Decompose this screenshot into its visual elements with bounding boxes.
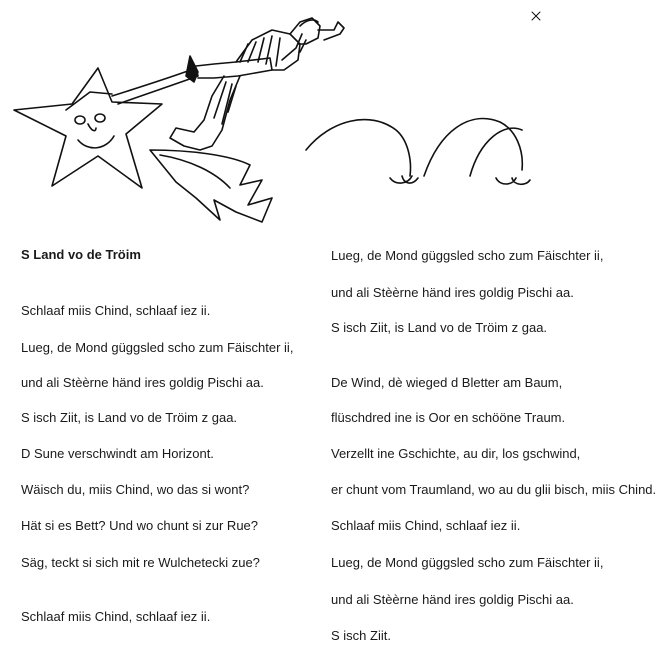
poem-line: und ali Stèèrne händ ires goldig Pischi aa.	[331, 592, 574, 607]
poem-line: D Sune verschwindt am Horizont.	[21, 446, 214, 461]
poem-line: Lueg, de Mond güggsled scho zum Fäischter ii,	[21, 340, 294, 355]
poem-line: S isch Ziit, is Land vo de Tröim z gaa.	[21, 410, 238, 425]
poem-line: S isch Ziit, is Land vo de Tröim z gaa.	[331, 320, 548, 335]
poem-line: Schlaaf miis Chind, schlaaf iez ii.	[21, 609, 211, 624]
poem-line: S isch Ziit.	[331, 628, 391, 643]
poem-line: Lueg, de Mond güggsled scho zum Fäischter ii,	[331, 248, 604, 263]
poem-line: flüschdred ine is Oor en schööne Traum.	[331, 410, 566, 425]
poem-line: Schlaaf miis Chind, schlaaf iez ii.	[21, 303, 211, 318]
poem-line: De Wind, dè wieged d Bletter am Baum,	[331, 375, 563, 390]
poem-line: er chunt vom Traumland, wo au du glii bisch, miis Chind.	[331, 482, 657, 497]
poem-line: Hät si es Bett? Und wo chunt si zur Rue?	[21, 518, 259, 533]
child-figure	[112, 18, 344, 150]
poem-line: Verzellt ine Gschichte, au dir, los gschwind,	[331, 446, 581, 461]
bounce-arcs	[306, 12, 540, 184]
poem-line: Wäisch du, miis Chind, wo das si wont?	[21, 482, 250, 497]
poem-title: S Land vo de Tröim	[21, 247, 141, 262]
star-face	[14, 68, 162, 188]
poem-line: Lueg, de Mond güggsled scho zum Fäischter ii,	[331, 555, 604, 570]
poem-line: Schlaaf miis Chind, schlaaf iez ii.	[331, 518, 521, 533]
poem-line: Säg, teckt si sich mit re Wulchetecki zue?	[21, 555, 260, 570]
comet-tail	[150, 150, 272, 222]
illustration	[0, 0, 667, 235]
poem-line: und ali Stèèrne händ ires goldig Pischi aa.	[21, 375, 264, 390]
shooting-star-illustration	[0, 0, 667, 235]
poem-line: und ali Stèèrne händ ires goldig Pischi aa.	[331, 285, 574, 300]
